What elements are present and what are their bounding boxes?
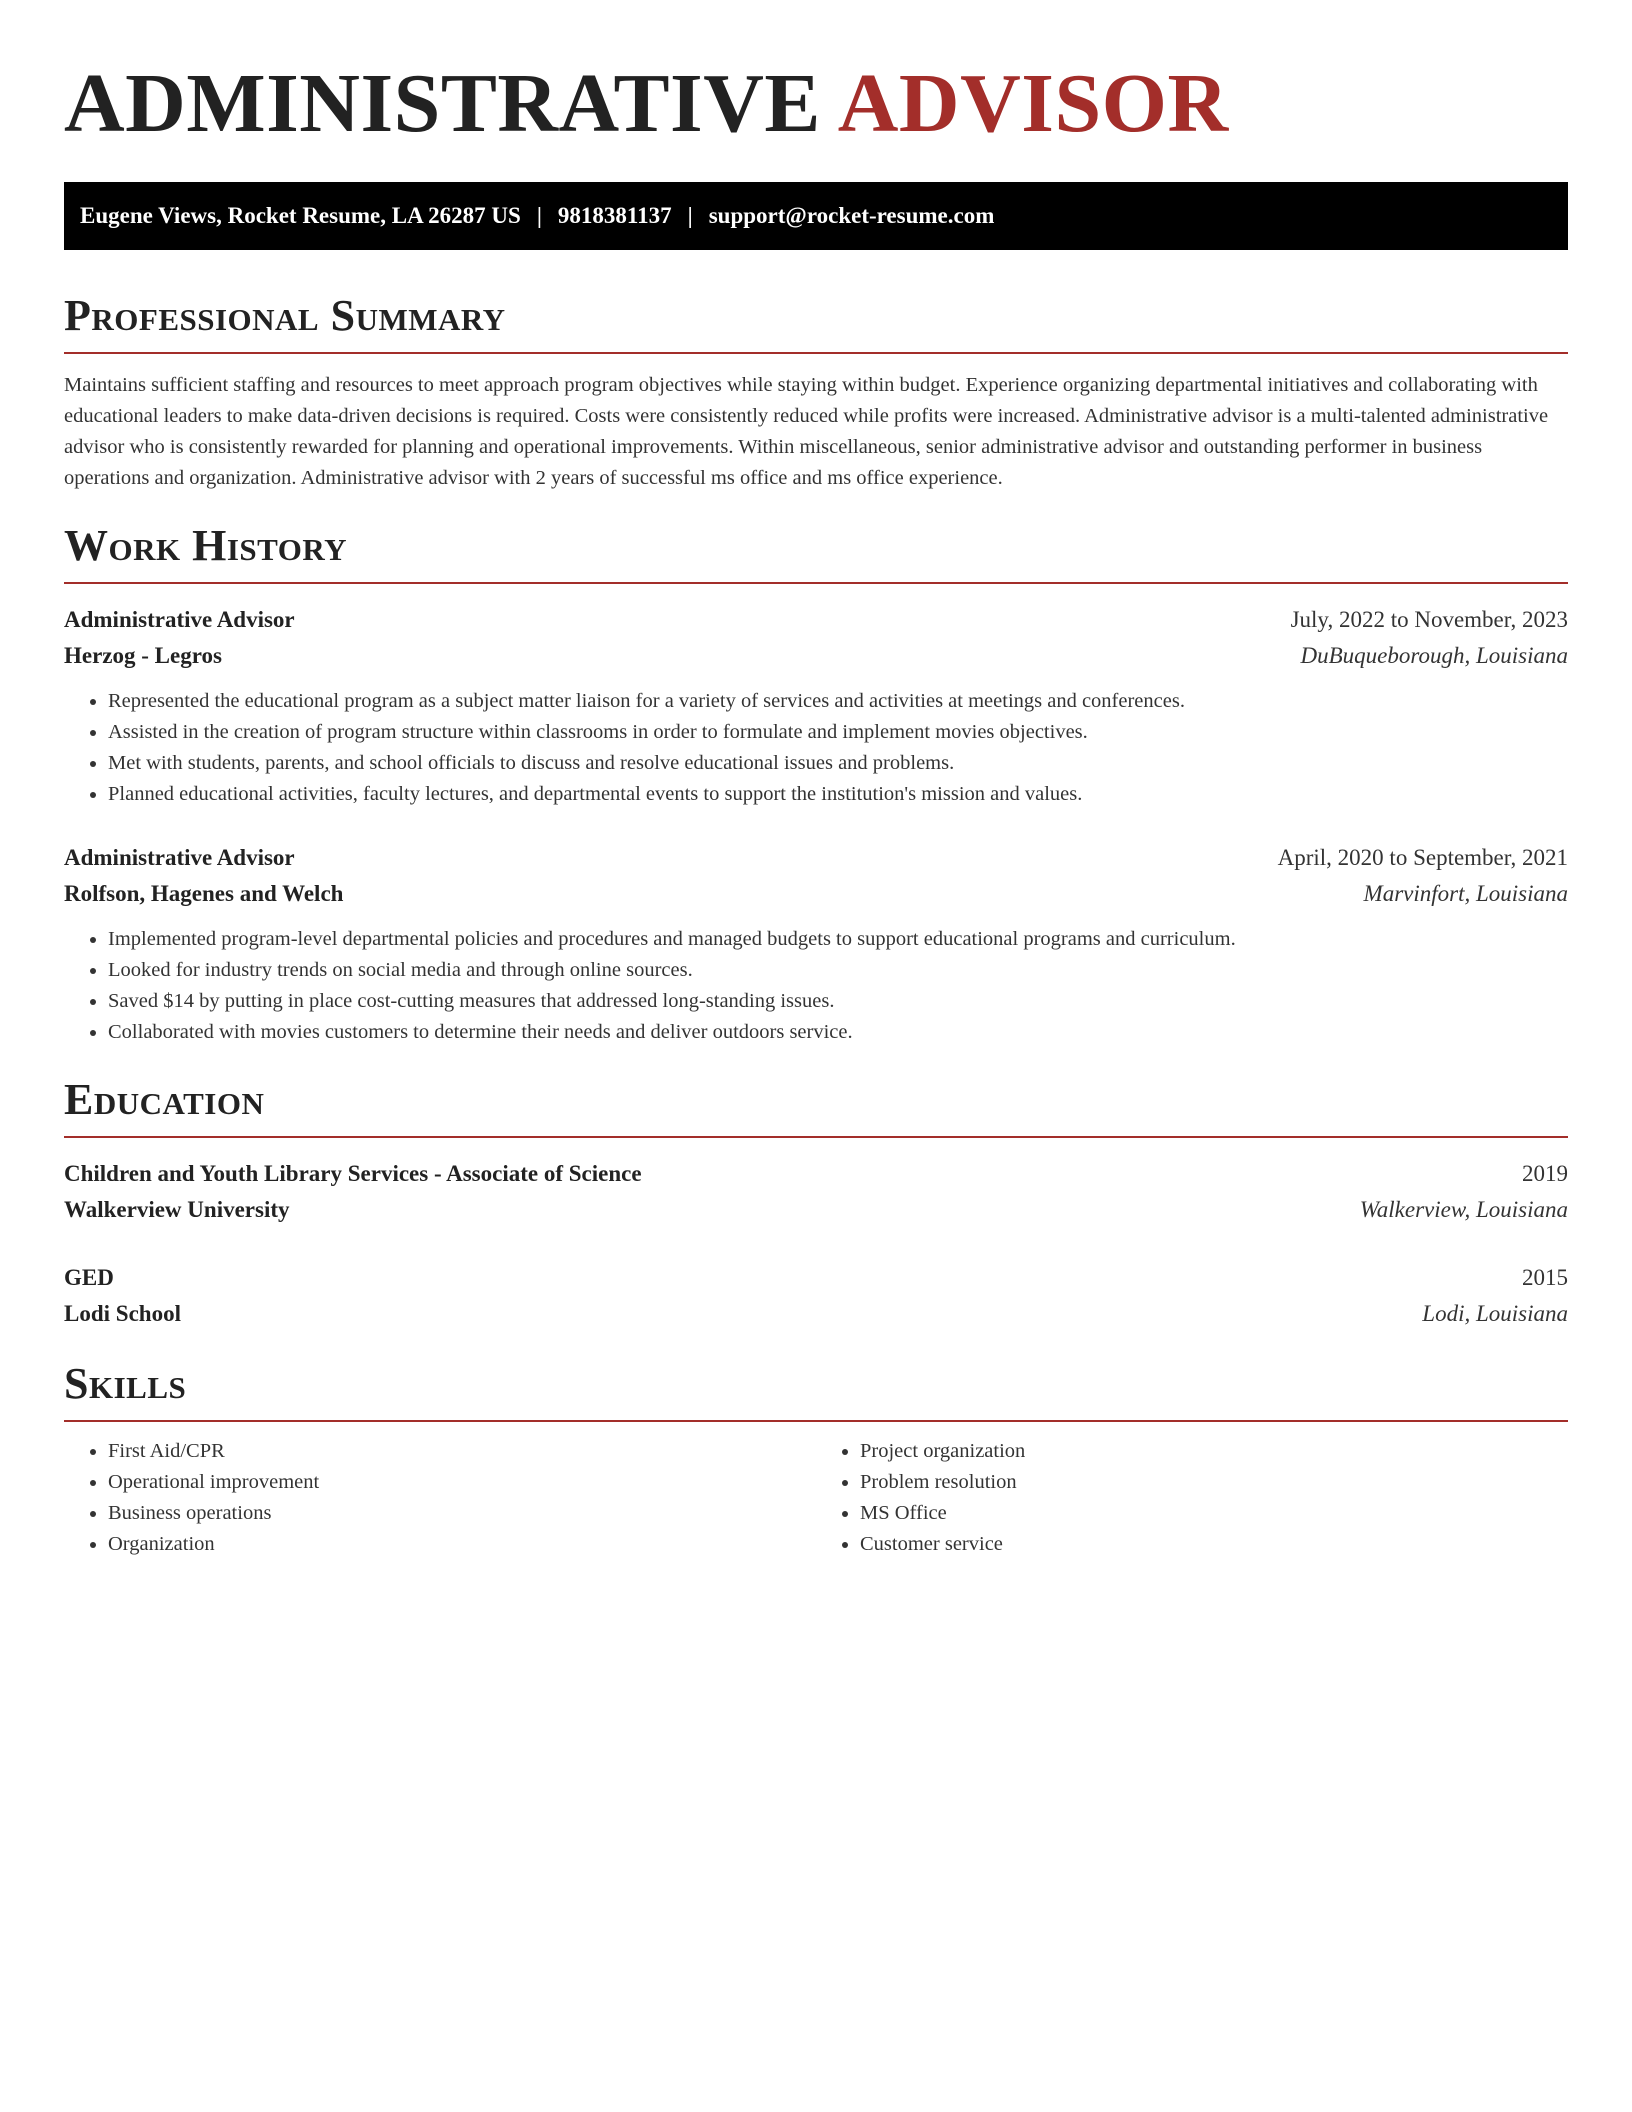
job-bullet: • Represented the educational program as a subject matter liaison for a variety of services and activities at meetings and conferences.	[108, 686, 1568, 717]
education-school: Walkerview University	[64, 1197, 290, 1222]
title-last-word: ADVISOR	[837, 57, 1229, 150]
education-degree: GED	[64, 1265, 114, 1290]
job-title-row	[64, 602, 1568, 638]
skill-item: • First Aid/CPR	[108, 1436, 816, 1467]
summary-text: Maintains sufficient staffing and resources to meet approach program objectives while staying within budget. Experience organizing departmental initiatives and collaborating with educational leaders to make data-driven decisions is required. Costs were consistently reduced while profits were increased. Administrative advisor is a multi-talented administrative advisor who is consistently rewarded for planning and operational improvements. Within miscellaneous, senior administrative advisor and outstanding performer in business operations and organization. Administrative advisor with 2 years of successful ms office and ms office experience.	[64, 374, 1549, 489]
work-history-section	[64, 520, 1568, 1048]
job-company: Rolfson, Hagenes and Welch	[64, 881, 344, 906]
job-company-row	[64, 876, 1568, 912]
education-school: Lodi School	[64, 1301, 181, 1326]
education-year: 2015	[1522, 1265, 1568, 1290]
skills-column-left	[64, 1436, 816, 1560]
summary-section	[64, 290, 1568, 494]
job-company: Herzog - Legros	[64, 643, 222, 668]
skill-item: • Business operations	[108, 1498, 816, 1529]
education-entry	[64, 1156, 1568, 1228]
education-location: Walkerview, Louisiana	[1359, 1197, 1568, 1222]
job-location: DuBuqueborough, Louisiana	[1300, 643, 1568, 668]
title-first-word: ADMINISTRATIVE	[64, 57, 821, 150]
job-bullet: • Met with students, parents, and school officials to discuss and resolve educational issues and problems.	[108, 748, 1568, 779]
contact-email: support@rocket-resume.com	[708, 203, 995, 228]
contact-separator: |	[687, 203, 693, 228]
education-school-row	[64, 1192, 1568, 1228]
contact-bar	[64, 182, 1568, 250]
section-heading-summary: Professional Summary	[64, 291, 506, 340]
job-bullet: • Implemented program-level departmental policies and procedures and managed budgets to support educational programs and curriculum.	[108, 924, 1568, 955]
job-bullet: • Planned educational activities, faculty lectures, and departmental events to support the institution's mission and values.	[108, 779, 1568, 810]
job-title-row	[64, 840, 1568, 876]
skills-column-right	[816, 1436, 1568, 1560]
section-divider	[64, 1420, 1568, 1422]
job-entry	[64, 840, 1568, 1048]
education-degree-row	[64, 1260, 1568, 1296]
education-school-row	[64, 1296, 1568, 1332]
job-company-row	[64, 638, 1568, 674]
skills-grid	[64, 1436, 1568, 1560]
contact-address: Eugene Views, Rocket Resume, LA 26287 US	[80, 203, 521, 228]
section-heading-education: Education	[64, 1075, 265, 1124]
job-dates: July, 2022 to November, 2023	[1290, 607, 1568, 632]
job-bullet: • Saved $14 by putting in place cost-cutting measures that addressed long-standing issues.	[108, 986, 1568, 1017]
contact-phone: 9818381137	[557, 203, 672, 228]
job-bullet: • Looked for industry trends on social media and through online sources.	[108, 955, 1568, 986]
job-location: Marvinfort, Louisiana	[1363, 881, 1568, 906]
education-year: 2019	[1522, 1161, 1568, 1186]
skill-item: • Project organization	[860, 1436, 1568, 1467]
education-degree-row	[64, 1156, 1568, 1192]
skill-item: • Customer service	[860, 1529, 1568, 1560]
job-dates: April, 2020 to September, 2021	[1277, 845, 1568, 870]
job-bullet: • Collaborated with movies customers to determine their needs and deliver outdoors service.	[108, 1017, 1568, 1048]
section-divider	[64, 582, 1568, 584]
job-bullets	[64, 686, 1568, 810]
skill-item: • Problem resolution	[860, 1467, 1568, 1498]
section-heading-work: Work History	[64, 521, 348, 570]
education-degree: Children and Youth Library Services - Associate of Science	[64, 1161, 642, 1186]
section-divider	[64, 352, 1568, 354]
job-bullet: • Assisted in the creation of program structure within classrooms in order to formulate and implement movies objectives.	[108, 717, 1568, 748]
education-location: Lodi, Louisiana	[1422, 1301, 1568, 1326]
job-title: Administrative Advisor	[64, 607, 295, 632]
skills-list	[816, 1436, 1568, 1560]
section-divider	[64, 1136, 1568, 1138]
education-entry	[64, 1260, 1568, 1332]
skill-item: • MS Office	[860, 1498, 1568, 1529]
education-section	[64, 1074, 1568, 1332]
job-title: Administrative Advisor	[64, 845, 295, 870]
skills-list	[64, 1436, 816, 1560]
skill-item: • Organization	[108, 1529, 816, 1560]
job-entry	[64, 602, 1568, 810]
section-heading-skills: Skills	[64, 1359, 187, 1408]
resume-title	[64, 56, 1568, 152]
job-bullets	[64, 924, 1568, 1048]
skill-item: • Operational improvement	[108, 1467, 816, 1498]
skills-section	[64, 1358, 1568, 1560]
contact-separator: |	[536, 203, 542, 228]
